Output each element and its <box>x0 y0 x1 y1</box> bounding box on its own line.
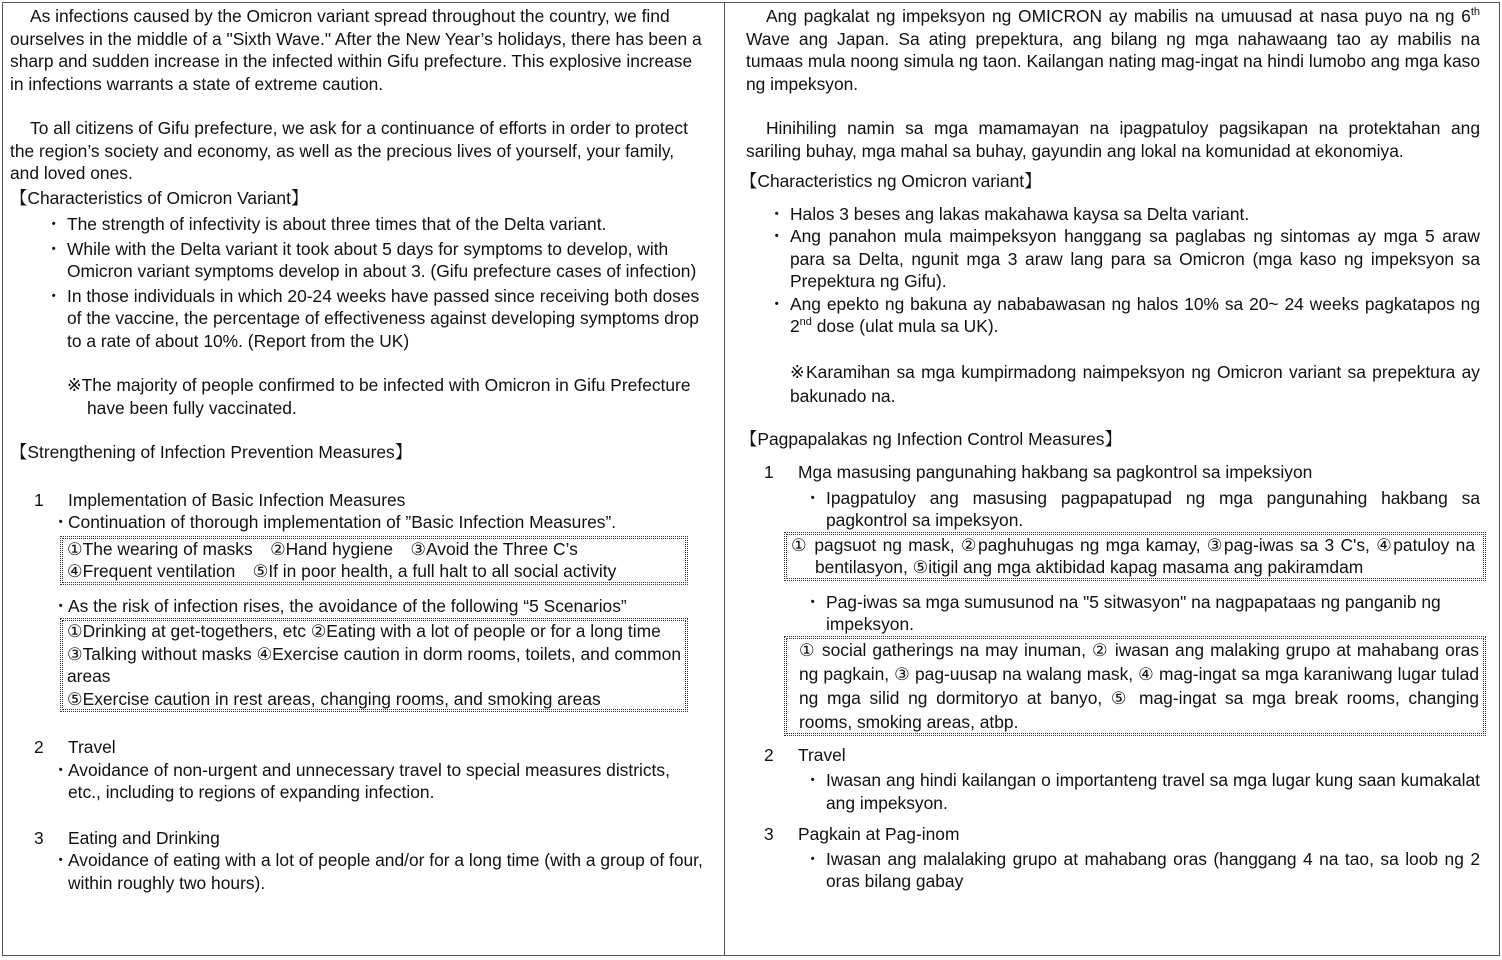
box-text: ① social gatherings na may inuman, ② iwasan ang malaking grupo at mahabang oras ng pagkain, ③ pag-uusap na walang mask, ④ mag-ingat sa mga karaniwang lugar tulad ng mga silid ng dormitoryo at banyo, ⑤ mag-ingat sa mga break rooms, changing rooms, smoking areas, atbp. <box>799 639 1479 732</box>
section-number: 1 <box>764 462 774 482</box>
bullet-text: Continuation of thorough implementation of ”Basic Infection Measures”. <box>68 512 617 532</box>
five-scenarios-box <box>60 618 688 712</box>
basic-measures-box <box>60 536 688 585</box>
section-title: Implementation of Basic Infection Measures <box>68 489 406 510</box>
intro-paragraph-1: As infections caused by the Omicron variant spread throughout the country, we find ourselves in the middle of a "Sixth Wave." After the New Year’s holidays, there has been a sharp and sudden increase in the infected within Gifu prefecture. This explosive increase in infections warrants a state of extreme caution. <box>10 6 702 94</box>
section-number: 1 <box>34 489 44 510</box>
intro-paragraph-2: To all citizens of Gifu prefecture, we ask for a continuance of efforts in order to protect the region’s society and economy, as well as the precious lives of yourself, your family, and loved ones. <box>10 118 688 183</box>
section-title: Travel <box>798 744 846 765</box>
section-2-title <box>746 744 1480 767</box>
measures-heading: 【Pagpapalakas ng Infection Control Measures】 <box>740 428 1122 449</box>
section-1-title <box>10 489 704 512</box>
section-2-bullet <box>746 769 1480 814</box>
intro-paragraph-2: Hinihiling namin sa mga mamamayan na ipagpatuloy pagsikapan na protektahan ang sariling buhay, mga mahal sa buhay, gayundin ang lokal na komunidad at ekonomiya. <box>746 118 1480 161</box>
section-1-bullet-2 <box>10 595 704 618</box>
filipino-column <box>740 5 1480 893</box>
column-divider <box>724 2 725 956</box>
section-3-title <box>746 823 1480 846</box>
section-1-bullet <box>746 487 1480 532</box>
characteristics-list <box>746 203 1480 338</box>
basic-measures-box <box>784 532 1486 581</box>
list-item <box>746 293 1480 338</box>
section-1-bullet <box>10 511 704 534</box>
section-number: 3 <box>764 824 774 844</box>
english-column <box>10 5 704 894</box>
section-number: 2 <box>764 744 774 765</box>
box-line: ⑤Exercise caution in rest areas, changing rooms, and smoking areas <box>67 688 601 709</box>
bullet-text: Iwasan ang malalaking grupo at mahabang oras (hanggang 4 na tao, sa loob ng 2 oras bilang gabay <box>826 848 1480 891</box>
section-title: Eating and Drinking <box>68 827 220 848</box>
measures-heading: 【Strengthening of Infection Prevention Measures】 <box>10 442 413 462</box>
item-text: dose (ulat mula sa UK). <box>811 316 999 336</box>
box-line: ①Drinking at get-togethers, etc ②Eating with a lot of people or for a long time <box>67 621 661 641</box>
section-2-bullet <box>10 759 704 804</box>
vaccinated-note: ※Karamihan sa mga kumpirmadong naimpeksyon ng Omicron variant sa prepektura ay bakunado na. <box>790 361 1480 406</box>
bullet-text: Ipagpatuloy ang masusing pagpapatupad ng mga pangunahing hakbang sa pagkontrol sa impeksyon. <box>826 487 1480 530</box>
list-item: ・ While with the Delta variant it took about 5 days for symptoms to develop, with Omicron variant symptoms develop in about 3. (Gifu prefecture cases of infection) <box>10 238 704 283</box>
section-2-title <box>10 736 704 759</box>
section-number: 3 <box>34 827 44 848</box>
five-scenarios-box <box>784 636 1486 736</box>
bullet-text: Avoidance of eating with a lot of people and/or for a long time (with a group of four, within roughly two hours). <box>68 850 703 893</box>
box-line: ③Talking without masks ④Exercise caution in dorm rooms, toilets, and common areas <box>67 643 682 686</box>
section-3-title <box>10 827 704 850</box>
item-text: Ang epekto ng bakuna ay nababawasan ng halos 10% sa 20~ 24 weeks pagkatapos ng 2 <box>790 293 1480 336</box>
intro-text: Wave ang Japan. Sa ating prepektura, ang bilang ng mga nahawaang tao ay mabilis na tumaas mula noong simula ng taon. Kailangan nating mag-ingat na hindi lumobo ang mga kaso ng impeksyon. <box>746 28 1480 94</box>
box-line: ①The wearing of masks ②Hand hygiene ③Avoid the Three C’s <box>67 538 578 559</box>
characteristics-list <box>10 213 704 352</box>
bullet-text: Pag-iwas sa mga sumusunod na "5 sitwasyon" na nagpapataas ng panganib ng impeksyon. <box>826 591 1441 634</box>
superscript: nd <box>799 316 812 329</box>
list-item: ・ Halos 3 beses ang lakas makahawa kaysa sa Delta variant. <box>746 203 1480 226</box>
intro-paragraph-1 <box>746 5 1480 95</box>
bullet-text: As the risk of infection rises, the avoidance of the following “5 Scenarios” <box>68 595 627 616</box>
bullet-text: Iwasan ang hindi kailangan o importanteng travel sa mga lugar kung saan kumakalat ang impeksyon. <box>826 770 1480 813</box>
list-item: ・ In those individuals in which 20-24 weeks have passed since receiving both doses of the vaccine, the percentage of effectiveness against developing symptoms drop to a rate of about 10%. (Report from the UK) <box>10 285 704 353</box>
list-item: ・ Ang panahon mula maimpeksyon hanggang sa paglabas ng sintomas ay mga 5 araw para sa Delta, ngunit mga 3 araw lang para sa Omicron (mga kaso ng impeksyon sa Prepektura ng Gifu). <box>746 225 1480 293</box>
box-line: ④Frequent ventilation ⑤If in poor health, a full halt to all social activity <box>67 561 617 581</box>
characteristics-heading: 【Characteristics ng Omicron variant】 <box>740 171 1042 191</box>
section-title: Travel <box>68 737 116 757</box>
section-1-title <box>746 461 1480 484</box>
characteristics-heading: 【Characteristics of Omicron Variant】 <box>10 187 309 208</box>
note-text: ※The majority of people confirmed to be infected with Omicron in Gifu Prefecture have been fully vaccinated. <box>67 375 691 418</box>
section-number: 2 <box>34 737 44 757</box>
section-1-bullet-2 <box>746 591 1480 636</box>
list-item: ・ The strength of infectivity is about three times that of the Delta variant. <box>10 213 704 236</box>
superscript: th <box>1470 6 1480 19</box>
intro-text: Ang pagkalat ng impeksyon ng OMICRON ay mabilis na umuusad at nasa puyo na ng 6 <box>766 6 1471 26</box>
section-3-bullet <box>10 849 704 894</box>
box-text: ① pagsuot ng mask, ②paghuhugas ng mga kamay, ③pag-iwas sa 3 C's, ④patuloy na bentilasyon, ⑤itigil ang mga aktibidad kapag masama ang pakiramdam <box>791 534 1475 577</box>
section-3-bullet <box>746 848 1480 893</box>
section-title: Pagkain at Pag-inom <box>798 824 960 844</box>
vaccinated-note <box>10 374 704 419</box>
bullet-text: Avoidance of non-urgent and unnecessary travel to special measures districts, etc., including to regions of expanding infection. <box>68 759 670 802</box>
section-title: Mga masusing pangunahing hakbang sa pagkontrol sa impeksiyon <box>798 462 1313 482</box>
